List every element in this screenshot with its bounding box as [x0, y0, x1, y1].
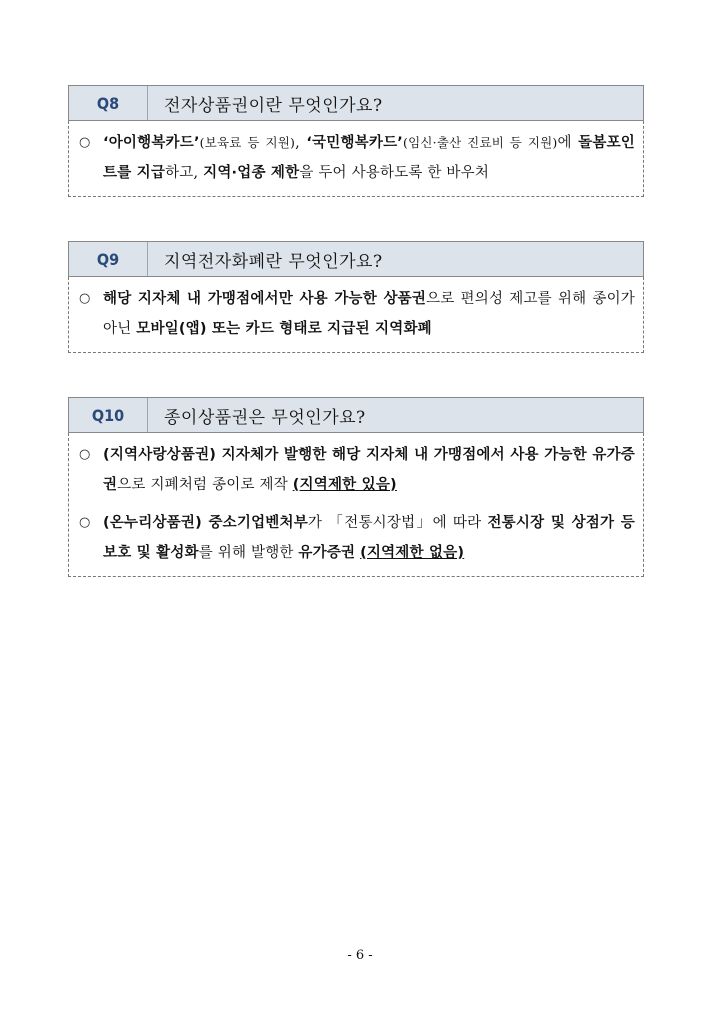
question-header: [68, 85, 644, 121]
answer-text-run: 하고,: [165, 165, 204, 181]
question-title: 전자상품권이란 무엇인가요?: [164, 95, 383, 116]
answer-text-run: ,: [295, 135, 307, 151]
answer-text-run: 으로 지폐처럼 종이로 제작: [117, 477, 293, 493]
answer-text-run: 으로 편의성 제고를 위해 종이가 아닌: [103, 291, 635, 337]
emphasis-text: (지역사랑상품권) 지자체가 발행한 해당 지자체 내 가맹점에서 사용 가능한 유가증권: [103, 447, 635, 493]
answer-text-run: 을 두어 사용하도록 한 바우처: [299, 165, 490, 181]
answer-text: [103, 440, 635, 500]
answer-text-run: 가 「전통시장법」에 따라: [307, 515, 488, 531]
answer-text: [103, 128, 635, 188]
question-header: [68, 397, 644, 433]
bullet-circle: ○: [79, 135, 91, 150]
question-number: Q10: [69, 398, 148, 432]
question-number: Q9: [69, 242, 148, 276]
emphasis-text: 돌봄포인트를 지급: [103, 135, 635, 181]
emphasis-text: 전통시장 및 상점가 등 보호 및 활성화: [103, 515, 635, 561]
answer-text-run: 를 위해 발행한: [198, 545, 299, 561]
emphasis-text: (지역제한 없음): [360, 545, 465, 561]
emphasis-text: 모바일(앱) 또는 카드 형태로 지급된 지역화폐: [136, 321, 432, 337]
answer-item: [79, 440, 635, 500]
question-header: [68, 241, 644, 277]
answer-body: [68, 277, 644, 353]
answer-text-run: (임신·출산 진료비 등 지원): [403, 135, 558, 150]
question-title: 지역전자화폐란 무엇인가요?: [164, 251, 383, 272]
emphasis-text: 유가증권: [298, 545, 356, 561]
qa-block-q10: [68, 397, 644, 577]
question-number: Q8: [69, 86, 148, 120]
answer-item: [79, 128, 635, 188]
emphasis-text: ‘아이행복카드’: [103, 135, 200, 151]
emphasis-text: (지역제한 있음): [292, 477, 397, 493]
question-title: 종이상품권은 무엇인가요?: [164, 407, 366, 428]
page-number: - 6 -: [347, 948, 373, 963]
answer-text-run: (보육료 등 지원): [199, 135, 296, 150]
emphasis-text: ‘국민행복카드’: [306, 135, 404, 151]
bullet-circle: ○: [79, 291, 91, 306]
qa-block-q9: [68, 241, 644, 353]
answer-text: [103, 284, 635, 344]
answer-body: [68, 433, 644, 577]
emphasis-text: 해당 지자체 내 가맹점에서만 사용 가능한 상품권: [103, 291, 427, 307]
answer-body: [68, 121, 644, 197]
answer-text-run: 에: [557, 135, 579, 151]
emphasis-text: (온누리상품권) 중소기업벤처부: [103, 515, 308, 531]
answer-text: [103, 508, 635, 568]
bullet-circle: ○: [79, 447, 91, 462]
answer-item: [79, 284, 635, 344]
answer-item: [79, 508, 635, 568]
bullet-circle: ○: [79, 515, 91, 530]
emphasis-text: 지역·업종 제한: [203, 165, 300, 181]
qa-block-q8: [68, 85, 644, 197]
